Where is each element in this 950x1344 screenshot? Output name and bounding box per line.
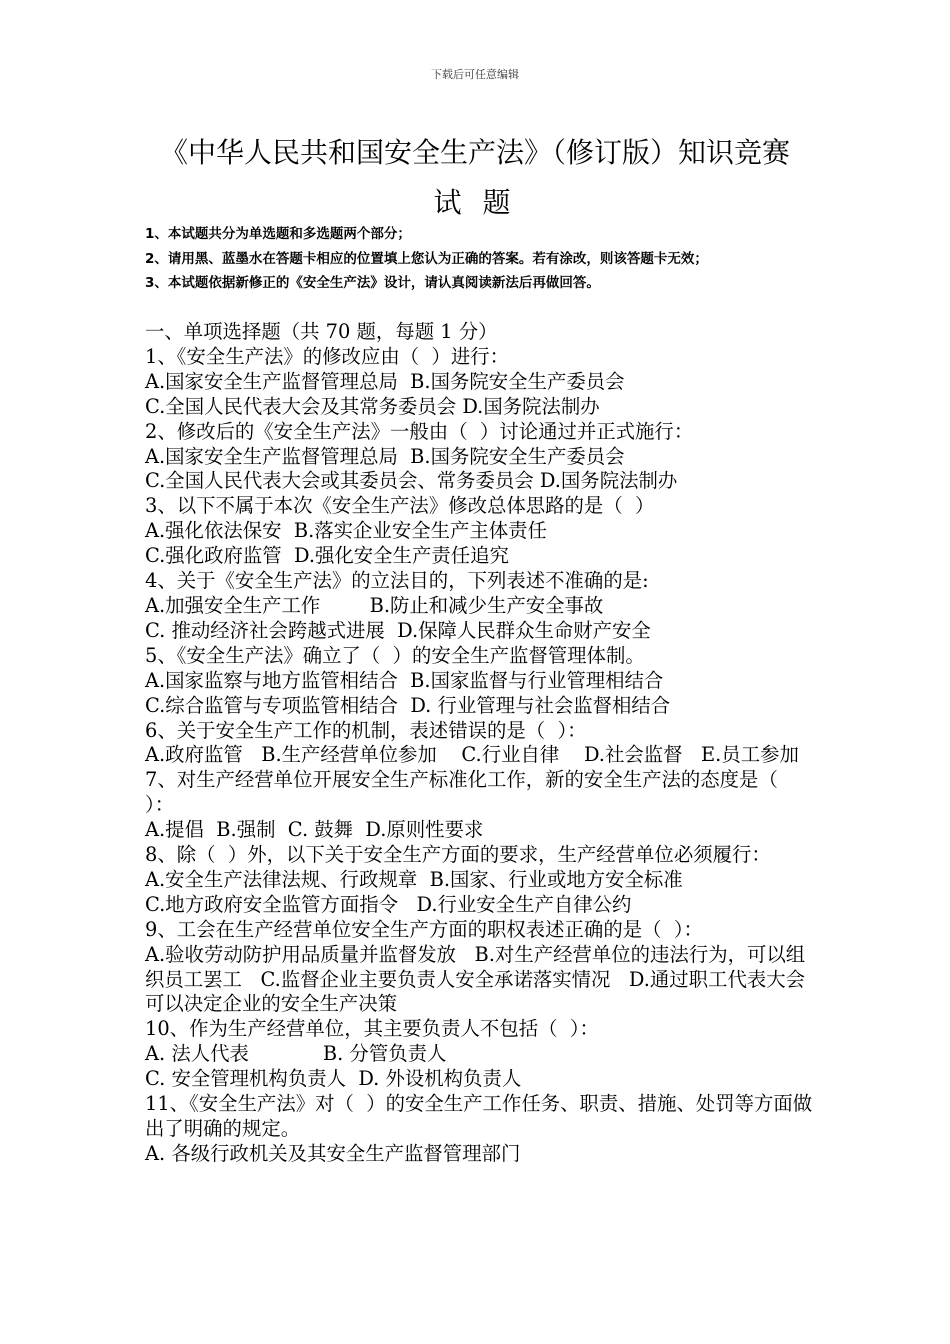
question-body <box>145 320 817 1167</box>
option-line: A.国家安全生产监督管理总局 B.国务院安全生产委员会 <box>145 369 625 393</box>
question-text: 1、《安全生产法》的修改应由（ ）进行： <box>145 344 509 368</box>
option-line: A.国家监察与地方监管相结合 B.国家监督与行业管理相结合 <box>145 668 664 692</box>
option-line: A.安全生产法律法规、行政规章 B.国家、行业或地方安全标准 <box>145 867 683 891</box>
option-line: A.国家安全生产监督管理总局 B.国务院安全生产委员会 <box>145 444 625 468</box>
title-line-2: 试 题 <box>433 186 517 219</box>
question-text: 10、作为生产经营单位，其主要负责人不包括（ ）： <box>145 1017 599 1041</box>
question-text: 7、对生产经营单位开展安全生产标准化工作，新的安全生产法的态度是（ ）： <box>145 768 791 817</box>
option-line: C.地方政府安全监管方面指令 D.行业安全生产自律公约 <box>145 892 632 916</box>
option-line: A.政府监管 B.生产经营单位参加 C.行业自律 D.社会监督 E.员工参加 <box>145 743 799 767</box>
option-line: C.全国人民代表大会及其常务委员会 D.国务院法制办 <box>145 394 600 418</box>
instructions <box>145 222 815 296</box>
option-line: C. 推动经济社会跨越式进展 D.保障人民群众生命财产安全 <box>145 618 651 642</box>
question-text: 6、关于安全生产工作的机制，表述错误的是（ ）： <box>145 718 587 742</box>
question-text: 2、修改后的《安全生产法》一般由（ ）讨论通过并正式施行： <box>145 419 694 443</box>
title-line-1: 《中华人民共和国安全生产法》（修订版）知识竞赛 <box>159 136 790 169</box>
question-text: 5、《安全生产法》确立了（ ）的安全生产监督管理体制。 <box>145 643 645 667</box>
option-line: C.强化政府监管 D.强化安全生产责任追究 <box>145 544 509 568</box>
question-text: 9、工会在生产经营单位安全生产方面的职权表述正确的是（ ）： <box>145 917 703 941</box>
option-line: A. 法人代表 B. 分管负责人 <box>145 1042 447 1066</box>
instruction-item: 2、请用黑、蓝墨水在答题卡相应的位置填上您认为正确的答案。若有涂改，则该答题卡无效； <box>145 250 708 267</box>
question-text: 4、关于《安全生产法》的立法目的，下列表述不准确的是: <box>145 569 649 593</box>
option-line: C.综合监管与专项监管相结合 D. 行业管理与社会监督相结合 <box>145 693 671 717</box>
document-title <box>100 128 850 228</box>
section-heading: 一、单项选择题（共 70 题，每题 1 分） <box>145 320 498 343</box>
option-line: A.强化依法保安 B.落实企业安全生产主体责任 <box>145 519 547 543</box>
option-line: A.提倡 B.强制 C. 鼓舞 D.原则性要求 <box>145 818 484 842</box>
option-line: C.全国人民代表大会或其委员会、常务委员会 D.国务院法制办 <box>145 469 678 493</box>
option-line: A.加强安全生产工作 B.防止和减少生产安全事故 <box>145 593 604 617</box>
question-text: 11、《安全生产法》对（ ）的安全生产工作任务、职责、措施、处罚等方面做出了明确的规定。 <box>145 1092 813 1140</box>
option-line: C. 安全管理机构负责人 D. 外设机构负责人 <box>145 1067 522 1091</box>
instruction-item: 1、本试题共分为单选题和多选题两个部分； <box>145 226 411 242</box>
instruction-item: 3、本试题依据新修正的《安全生产法》设计，请认真阅读新法后再做回答。 <box>145 275 600 291</box>
option-line: A.验收劳动防护用品质量并监督发放 B.对生产经营单位的违法行为，可以组织员工罢工 C.监督企业主要负责人安全承诺落实情况 D.通过职工代表大会可以决定企业的安全生产决策 <box>145 942 806 1016</box>
question-text: 3、以下不属于本次《安全生产法》修改总体思路的是（ ） <box>145 494 655 518</box>
option-line: A. 各级行政机关及其安全生产监督管理部门 <box>145 1141 521 1165</box>
header-note: 下载后可任意编辑 <box>431 68 519 81</box>
question-text: 8、除（ ）外，以下关于安全生产方面的要求，生产经营单位必须履行： <box>145 843 771 867</box>
